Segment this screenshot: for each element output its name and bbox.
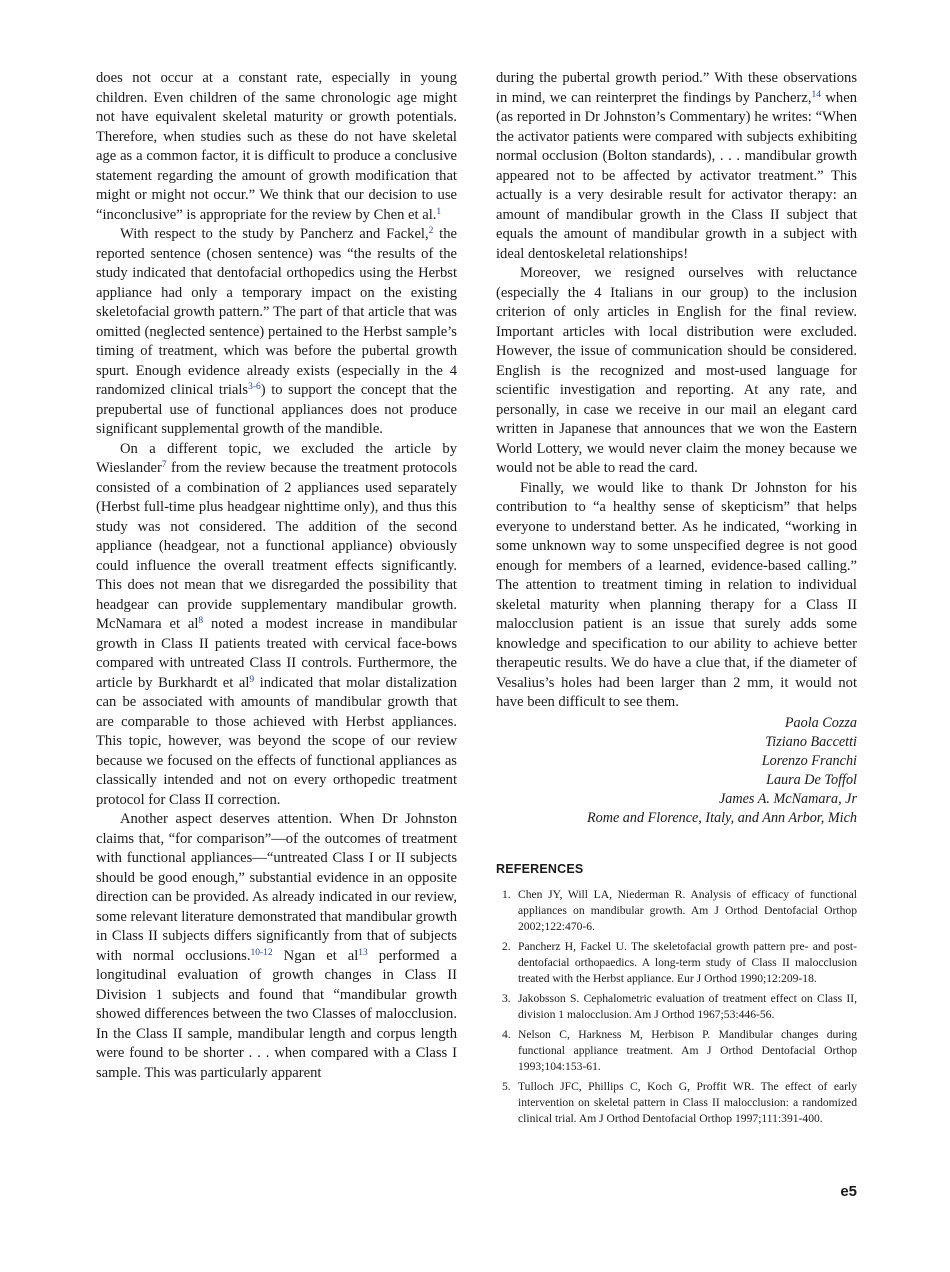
right-column <box>496 69 857 1131</box>
author-location: Rome and Florence, Italy, and Ann Arbor, Mich <box>586 809 857 826</box>
references-heading: REFERENCES <box>496 861 584 876</box>
left-column <box>96 69 457 1083</box>
citation-link[interactable]: 8 <box>198 616 204 626</box>
paragraph-5: during the pubertal growth period.” With these observations in mind, we can reinterpret the findings by Pancherz,$^{14}$ when (as reported in Dr Johnston’s Commentary) he writes: “When the activator patients were compared with subjects exhibiting normal occlusion (Bolton standards), . . . mandibular growth appeared not to be affected by activator treatment.” This actually is a very desirable result for activator therapy: an amount of mandibular growth in the Class II subject that equals the amount of mandibular growth in a subject with ideal dentoskeletal relationships! <box>496 70 857 262</box>
references-list <box>496 887 857 1127</box>
reference-item: 3. Jakobsson S. Cephalometric evaluation of treatment effect on Class II, division 1 malocclusion. Am J Orthod 1967;53:446-56. <box>502 991 857 1021</box>
citation-link[interactable]: 14 <box>811 89 821 100</box>
citation-link[interactable]: 10-12 <box>250 947 273 958</box>
author-signature <box>496 714 857 828</box>
paragraph-7: Finally, we would like to thank Dr Johnston for his contribution to “a healthy sense of skepticism” that helps everyone to understand better. As he indicated, “working in some unknown way to some unspecified degree is not good enough for members of a learned, evidence-based calling.” The attention to treatment timing in relation to individual skeletal maturity when planning therapy for a Class II malocclusion patient is an issue that surely adds some knowledge and specification to our ability to achieve better therapeutic results. We do have a clue that, if the diameter of Vesalius’s holes had been larger than 2 mm, it would not have been difficult to see them. <box>496 479 857 710</box>
reference-item: 1. Chen JY, Will LA, Niederman R. Analysis of efficacy of functional appliances on mandibular growth. Am J Orthod Dentofacial Orthop 2002;122:470-6. <box>502 887 857 933</box>
paragraph-2: With respect to the study by Pancherz and Fackel,$^2$ the reported sentence (chosen sentence) was “the results of the study indicated that dentofacial orthopedics using the Herbst appliance had only a temporary impact on the existing skeletofacial growth pattern.” The part of that article that was omitted (neglected sentence) pertained to the Herbst sample’s timing of treatment, which was before the pubertal growth spurt. Enough evidence already exists (especially in the 4 randomized clinical trials$^{3-6}$) to support the concept that the prepubertal use of functional appliances does not produce significant supplemental growth of the mandible. <box>96 226 458 437</box>
reference-item: 2. Pancherz H, Fackel U. The skeletofacial growth pattern pre- and post-dentofacial orthopaedics. A long-term study of Class II malocclusion treated with the Herbst appliance. Eur J Orthod 1990;12:209-18. <box>502 939 857 985</box>
author-name: James A. McNamara, Jr <box>718 790 857 807</box>
citation-link[interactable]: 7 <box>161 460 167 470</box>
author-name: Lorenzo Franchi <box>761 752 857 769</box>
citation-link[interactable]: 2 <box>428 226 434 236</box>
paragraph-3: On a different topic, we excluded the article by Wieslander$^7$ from the review because the treatment protocols consisted of a combination of 2 appliances used separately (Herbst full-time plus headgear nighttime only), and thus this study was not considered. The addition of the second appliance (headgear, not a functional appliance) obviously could influence the overall treatment effects significantly. This does not mean that we disregarded the possibility that headgear can provide supplementary mandibular growth. McNamara et al$^8$ noted a modest increase in mandibular growth in Class II patients treated with cervical face-bows compared with untreated Class II controls. Furthermore, the article by Burkhardt et al$^9$ indicated that molar distalization can be associated with amounts of mandibular growth that are comparable to those achieved with Herbst appliances. This topic, however, was beyond the scope of our review because we focused on the effects of functional appliances as classically intended and not on every orthopedic treatment protocol for Class II correction. <box>96 440 457 808</box>
reference-item: 4. Nelson C, Harkness M, Herbison P. Mandibular changes during functional appliance treatment. Am J Orthod Dentofacial Orthop 1993;104:153-61. <box>502 1027 857 1073</box>
citation-link[interactable]: 13 <box>358 947 368 958</box>
citation-link[interactable]: 1 <box>436 206 442 217</box>
reference-item: 5. Tulloch JFC, Phillips C, Koch G, Proffit WR. The effect of early intervention on skeletal pattern in Class II malocclusion: a randomized clinical trial. Am J Orthod Dentofacial Orthop 1997;111:391-400. <box>502 1079 857 1125</box>
paragraph-4: Another aspect deserves attention. When Dr Johnston claims that, “for comparison”—of the outcomes of treatment with functional appliances—“untreated Class I or II subjects should be good enough,” substantial evidence in an opposite direction can be provided. As already indicated in our review, some relevant literature demonstrated that mandibular growth in Class II subjects differs significantly from that of subjects with normal occlusions.$^{10-12}$ Ngan et al$^{13}$ performed a longitudinal evaluation of growth changes in Class II Division 1 subjects and found that “mandibular growth showed differences between the two Classes of malocclusion. In the Class II sample, mandibular length and corpus length were found to be shorter . . . when compared with a Class I sample. This was particularly apparent <box>96 811 457 1081</box>
author-name: Paola Cozza <box>784 714 857 731</box>
page-number: e5 <box>840 1183 857 1200</box>
citation-link[interactable]: 3-6 <box>248 382 261 392</box>
citation-link[interactable]: 9 <box>249 674 255 685</box>
author-name: Tiziano Baccetti <box>765 733 857 750</box>
paragraph-1: does not occur at a constant rate, especially in young children. Even children of the same chronologic age might not have equivalent skeletal maturity or growth potentials. Therefore, when studies such as these do not have skeletal age as a common factor, it is difficult to produce a conclusive statement regarding the amount of growth modification that might or might not occur.” We think that our decision to use “inconclusive” is appropriate for the review by Chen et al.$^1$ <box>96 70 457 223</box>
paragraph-6: Moreover, we resigned ourselves with reluctance (especially the 4 Italians in our group) to the inclusion criterion of only articles in English for the final review. Important articles with local distribution were excluded. However, the issue of communication should be considered. English is the recognized and most-used language for scientific investigation and reporting. At any rate, and personally, in case we receive in our mail an elegant card written in Japanese that announces that we won the Eastern World Lottery, we would never claim the money because we would not be able to read the card. <box>496 265 857 476</box>
author-name: Laura De Toffol <box>766 771 857 788</box>
